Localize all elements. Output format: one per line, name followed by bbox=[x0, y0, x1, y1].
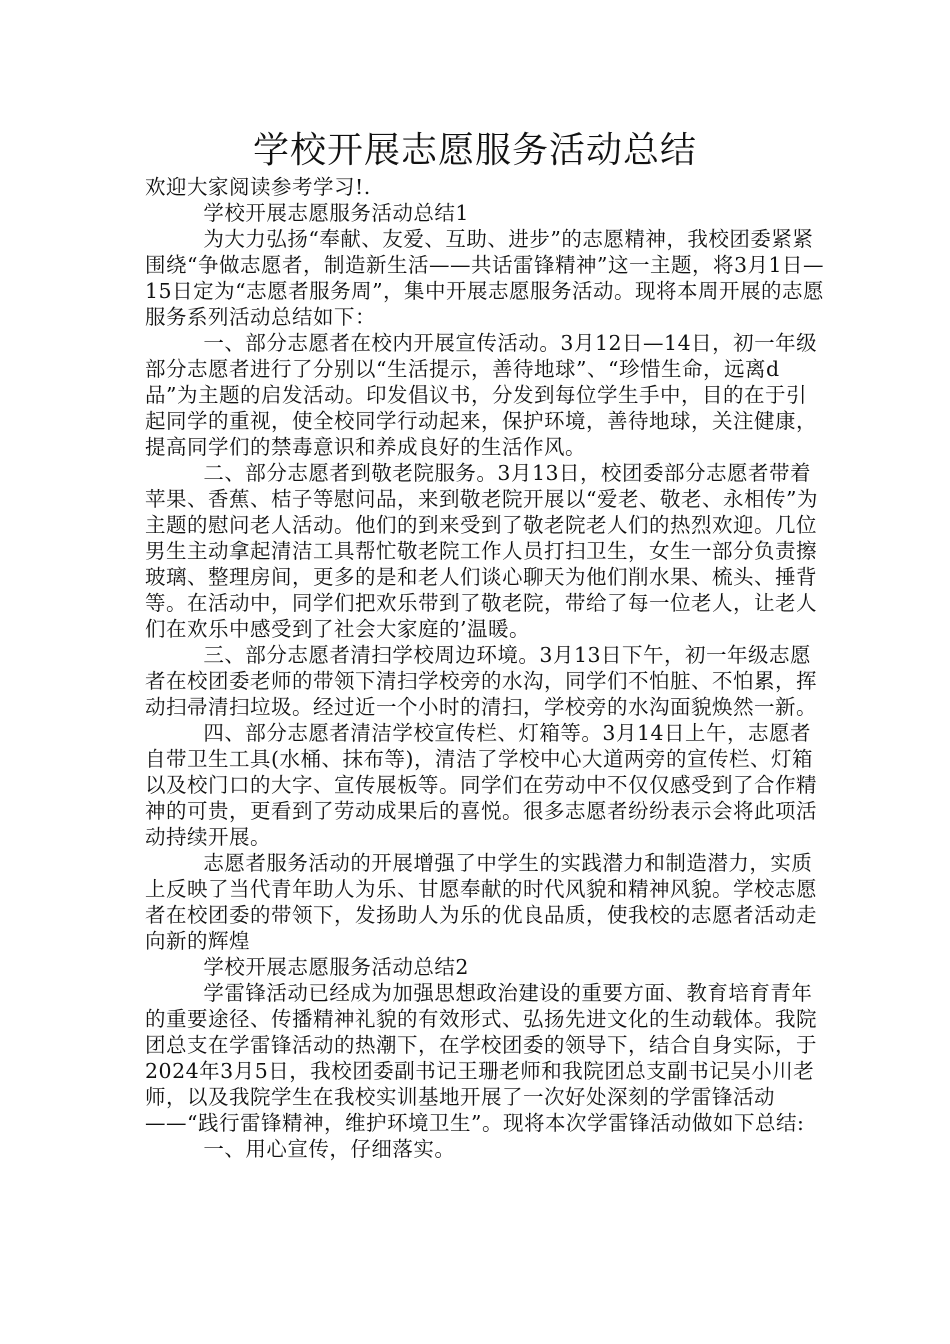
paragraph: 三、部分志愿者清扫学校周边环境。3月13日下午，初一年级志愿者在校团委老师的带领下清扫学校旁的水沟，同学们不怕脏、不怕累，挥动扫帚清扫垃圾。经过近一个小时的清扫，学校旁的水沟面貌焕然一新。 bbox=[145, 643, 817, 719]
paragraph: 一、部分志愿者在校内开展宣传活动。3月12日—14日，初一年级部分志愿者进行了分别以“生活提示，善待地球”、“珍惜生命，远离d品”为主题的启发活动。印发倡议书，分发到每位学生手中，目的在于引起同学的重视，使全校同学行动起来，保护环境，善待地球，关注健康，提高同学们的禁毒意识和养成良好的生活作风。 bbox=[145, 331, 818, 459]
section-heading: 学校开展志愿服务活动总结1 bbox=[203, 201, 469, 225]
document-title: 学校开展志愿服务活动总结 bbox=[252, 130, 697, 171]
intro-line: 欢迎大家阅读参考学习!. bbox=[145, 175, 371, 199]
paragraph: 四、部分志愿者清洁学校宣传栏、灯箱等。3月14日上午，志愿者自带卫生工具(水桶、抹布等)，清洁了学校中心大道两旁的宣传栏、灯箱以及校门口的大字、宣传展板等。同学们在劳动中不仅仅感受到了合作精神的可贵，更看到了劳动成果后的喜悦。很多志愿者纷纷表示会将此项活动持续开展。 bbox=[145, 721, 817, 849]
paragraph: 学雷锋活动已经成为加强思想政治建设的重要方面、教育培育青年的重要途径、传播精神礼貌的有效形式、弘扬先进文化的生动载体。我院团总支在学雷锋活动的热潮下，在学校团委的领导下，结合自身实际，于2024年3月5日，我校团委副书记王珊老师和我院团总支副书记吴小川老师，以及我院学生在我校实训基地开展了一次好处深刻的学雷锋活动——“践行雷锋精神，维护环境卫生”。现将本次学雷锋活动做如下总结: bbox=[145, 981, 817, 1135]
paragraph: 一、用心宣传，仔细落实。 bbox=[203, 1137, 456, 1161]
paragraph: 为大力弘扬“奉献、友爱、互助、进步”的志愿精神，我校团委紧紧围绕“争做志愿者，制造新生活——共话雷锋精神”这一主题，将3月1日—15日定为“志愿者服务周”，集中开展志愿服务活动。现将本周开展的志愿服务系列活动总结如下： bbox=[145, 227, 825, 329]
paragraph: 志愿者服务活动的开展增强了中学生的实践潜力和制造潜力，实质上反映了当代青年助人为乐、甘愿奉献的时代风貌和精神风貌。学校志愿者在校团委的带领下，发扬助人为乐的优良品质，使我校的志愿者活动走向新的辉煌 bbox=[145, 851, 817, 953]
document-body bbox=[145, 174, 825, 1162]
paragraph: 二、部分志愿者到敬老院服务。3月13日，校团委部分志愿者带着苹果、香蕉、桔子等慰问品，来到敬老院开展以“爱老、敬老、永相传”为主题的慰问老人活动。他们的到来受到了敬老院老人们的热烈欢迎。几位男生主动拿起清洁工具帮忙敬老院工作人员打扫卫生，女生一部分负责擦玻璃、整理房间，更多的是和老人们谈心聊天为他们削水果、梳头、捶背等。在活动中，同学们把欢乐带到了敬老院，带给了每一位老人，让老人们在欢乐中感受到了社会大家庭的’温暖。 bbox=[145, 461, 818, 641]
section-heading: 学校开展志愿服务活动总结2 bbox=[203, 955, 469, 979]
